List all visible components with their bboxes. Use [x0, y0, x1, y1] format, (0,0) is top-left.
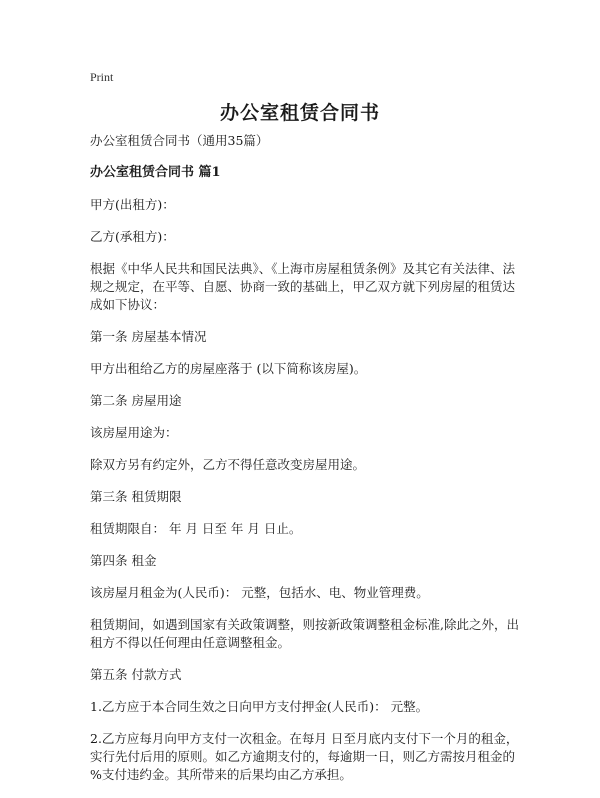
- paragraph: 根据《中华人民共和国民法典》、《上海市房屋租赁条例》及其它有关法律、法规之规定，在平等、自愿、协商一致的基础上，甲乙双方就下列房屋的租赁达成如下协议：: [90, 261, 516, 312]
- paragraph: 甲方(出租方)：: [90, 197, 175, 212]
- paragraph: 乙方(承租方)：: [90, 229, 175, 244]
- paragraph: 除双方另有约定外，乙方不得任意改变房屋用途。: [90, 457, 366, 472]
- clause-heading: 第五条 付款方式: [90, 667, 182, 682]
- paragraph: 租赁期限自： 年 月 日至 年 月 日止。: [90, 521, 302, 536]
- paragraph: 该房屋月租金为(人民币)： 元整，包括水、电、物业管理费。: [90, 585, 429, 600]
- paragraph: 2.乙方应每月向甲方支付一次租金。在每月 日至月底内支付下一个月的租金，实行先付后用的原则。如乙方逾期支付的，每逾期一日，则乙方需按月租金的 %支付违约金。其所带来的后果均由乙方承担。: [90, 731, 519, 782]
- clause-heading: 第四条 租金: [90, 553, 157, 568]
- paragraph: 1.乙方应于本合同生效之日向甲方支付押金(人民币)： 元整。: [90, 699, 429, 714]
- clause-heading: 第一条 房屋基本情况: [90, 329, 207, 344]
- clause-heading: 第二条 房屋用途: [90, 393, 182, 408]
- section-heading: 办公室租赁合同书 篇1: [90, 165, 221, 180]
- print-label[interactable]: Print: [90, 70, 114, 84]
- clause-heading: 第三条 租赁期限: [90, 489, 182, 504]
- paragraph: 甲方出租给乙方的房屋座落于 (以下简称该房屋)。: [90, 361, 367, 376]
- document-title: 办公室租赁合同书: [219, 102, 380, 124]
- paragraph: 租赁期间，如遇到国家有关政策调整，则按新政策调整租金标准,除此之外，出租方不得以任何理由任意调整租金。: [90, 617, 519, 650]
- paragraph: 该房屋用途为：: [90, 425, 178, 440]
- document-subtitle: 办公室租赁合同书（通用35篇）: [90, 133, 269, 148]
- document-body: [90, 132, 522, 798]
